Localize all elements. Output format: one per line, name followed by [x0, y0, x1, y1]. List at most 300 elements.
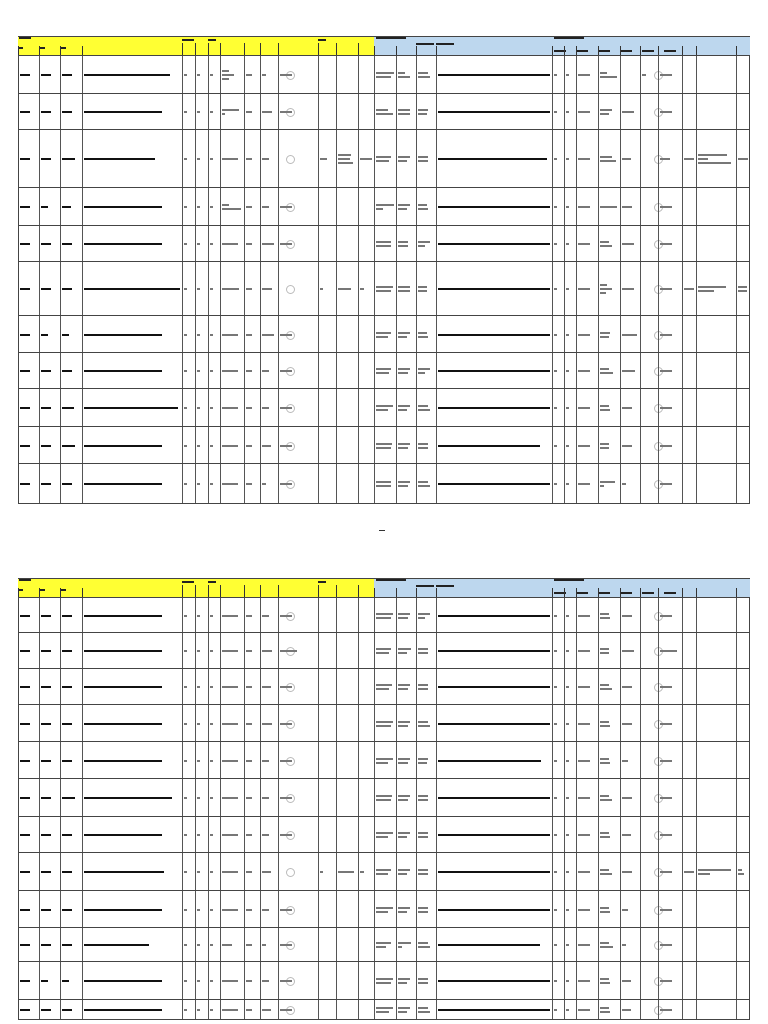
owner-text-line [600, 485, 604, 487]
cell-description-value [84, 445, 85, 446]
column-line [208, 669, 209, 705]
column-line [358, 669, 359, 705]
type-text-line [62, 243, 72, 245]
cell-type [62, 316, 81, 353]
status-text-line [578, 407, 590, 409]
cell-q2-value [566, 112, 567, 113]
column-line [576, 928, 577, 962]
criteria-text-line [376, 832, 393, 834]
cell-team [622, 262, 639, 316]
header-col-b [40, 589, 45, 591]
cell-j-value [338, 945, 339, 946]
description-text-line [84, 834, 162, 836]
cell-f-value [262, 651, 263, 652]
column-line [244, 389, 245, 427]
code-text-line [41, 615, 51, 617]
column-line [576, 464, 577, 504]
cell-b [197, 464, 207, 504]
column-line [220, 928, 221, 962]
cell-note [684, 94, 695, 130]
cell-d-value [222, 1010, 223, 1011]
column-line [682, 742, 683, 779]
cell-status-value [578, 289, 579, 290]
row-right-border [749, 262, 750, 316]
column-line [598, 928, 599, 962]
column-line [278, 891, 279, 928]
code-text-line [41, 871, 51, 873]
cell-b [197, 389, 207, 427]
criteria-text-line [376, 109, 388, 111]
column-line [598, 1000, 599, 1020]
column-line [358, 962, 359, 1000]
column-line [436, 226, 437, 262]
cell-c [210, 353, 219, 389]
cell-d [222, 633, 243, 669]
column-line [696, 353, 697, 389]
category-text-line [398, 405, 410, 407]
cell-a-value [184, 981, 185, 982]
status-text-line [578, 483, 590, 485]
column-line [82, 891, 83, 928]
cell-category [398, 464, 415, 504]
category-text-line [398, 688, 408, 690]
column-line [60, 316, 61, 353]
cell-status [578, 1000, 597, 1020]
cell-note-value [684, 872, 685, 873]
f-text-line [262, 288, 272, 290]
cell-j-value [338, 835, 339, 836]
cell-g [280, 130, 317, 188]
cell-k-value [360, 334, 361, 335]
cell-d [222, 669, 243, 705]
cell-f [262, 779, 277, 817]
cell-details-value [438, 445, 439, 446]
column-line [208, 464, 209, 504]
cell-details-value [438, 615, 439, 616]
cell-f [262, 669, 277, 705]
cell-details-value [438, 207, 439, 208]
criteria-text-line [376, 907, 393, 909]
method-text-line [418, 907, 428, 909]
g-text-line [280, 243, 292, 245]
column-line [564, 928, 565, 962]
cell-category [398, 669, 415, 705]
cell-status-value [578, 981, 579, 982]
cell-j-value [338, 981, 339, 982]
category-text-line [398, 286, 410, 288]
details-text-line [438, 650, 550, 652]
cell-extra1 [698, 1000, 735, 1020]
cell-k [360, 130, 373, 188]
method-text-line [418, 725, 430, 727]
column-line [658, 891, 659, 928]
cell-q2-value [566, 207, 567, 208]
cell-criteria-value [376, 334, 377, 335]
cell-description-value [84, 687, 85, 688]
column-line [318, 464, 319, 504]
f-text-line [262, 370, 269, 372]
column-line [82, 427, 83, 464]
cell-status-value [578, 945, 579, 946]
team-text-line [622, 243, 634, 245]
row-left-border [18, 464, 19, 504]
cell-d-value [222, 909, 223, 910]
cell-i-value [320, 615, 321, 616]
cell-criteria-value [376, 484, 377, 485]
cell-note [684, 1000, 695, 1020]
column-line [60, 705, 61, 742]
code-text-line [41, 407, 51, 409]
header-title [19, 37, 31, 39]
cell-c-value [210, 760, 211, 761]
cell-b [197, 891, 207, 928]
cell-code [41, 853, 59, 891]
column-line [374, 633, 375, 669]
cell-description-value [84, 371, 85, 372]
cell-type-value [62, 484, 63, 485]
cell-type [62, 353, 81, 389]
column-line [318, 353, 319, 389]
cell-criteria-value [376, 909, 377, 910]
cell-e-value [246, 651, 247, 652]
description-text-line [84, 980, 162, 982]
column-line [564, 779, 565, 817]
cell-k-value [360, 909, 361, 910]
cell-method-value [418, 651, 419, 652]
column-line [552, 464, 553, 504]
sheet-header [18, 36, 750, 56]
cell-rating-value [642, 75, 643, 76]
column-line [640, 188, 641, 226]
cell-g-value [280, 651, 281, 652]
column-line [552, 427, 553, 464]
cell-f-value [262, 75, 263, 76]
column-line [598, 705, 599, 742]
cell-criteria [376, 962, 395, 1000]
cell-team-value [622, 207, 623, 208]
cell-owner [600, 853, 619, 891]
column-line [208, 226, 209, 262]
cell-g [280, 705, 317, 742]
column-line [640, 226, 641, 262]
id-text-line [20, 288, 30, 290]
column-line [552, 633, 553, 669]
column-line [244, 705, 245, 742]
column-line [564, 56, 565, 94]
cell-owner-value [600, 945, 601, 946]
column-line [374, 891, 375, 928]
cell-owner-value [600, 651, 601, 652]
cell-type [62, 56, 81, 94]
row-left-border [18, 427, 19, 464]
column-line [374, 130, 375, 188]
cell-description-value [84, 207, 85, 208]
cell-q2-value [566, 909, 567, 910]
column-line [318, 316, 319, 353]
cell-a-value [184, 75, 185, 76]
id-text-line [20, 797, 30, 799]
column-line [278, 56, 279, 94]
cell-q1 [554, 262, 563, 316]
cell-code-value [41, 207, 42, 208]
cell-state-value [660, 408, 661, 409]
column-line [736, 779, 737, 817]
cell-id-value [20, 981, 21, 982]
cell-q1-value [554, 760, 555, 761]
cell-i-value [320, 687, 321, 688]
cell-criteria [376, 188, 395, 226]
row-right-border [749, 853, 750, 891]
cell-k-value [360, 760, 361, 761]
cell-i-value [320, 1010, 321, 1011]
header-right-col-label [642, 592, 654, 594]
state-text-line [660, 1009, 672, 1011]
details-text-line [438, 74, 550, 76]
cell-d-value [222, 872, 223, 873]
g-text-line [280, 74, 292, 76]
code-text-line [41, 288, 51, 290]
cell-i [320, 353, 335, 389]
column-line [374, 1000, 375, 1020]
status-text-line [578, 288, 590, 290]
cell-owner-value [600, 445, 601, 446]
column-line [195, 742, 196, 779]
table-row [18, 188, 750, 226]
cell-extra2 [738, 633, 749, 669]
team-text-line [622, 650, 634, 652]
cell-f-value [262, 408, 263, 409]
cell-q2-value [566, 75, 567, 76]
column-line [396, 817, 397, 853]
column-line [336, 669, 337, 705]
g-text-line [280, 111, 292, 113]
cell-g [280, 669, 317, 705]
f-text-line [262, 909, 269, 911]
table-row [18, 928, 750, 962]
cell-category [398, 262, 415, 316]
category-text-line [398, 76, 410, 78]
cell-owner [600, 464, 619, 504]
cell-i [320, 962, 335, 1000]
cell-extra2 [738, 464, 749, 504]
column-line [208, 262, 209, 316]
cell-d [222, 389, 243, 427]
column-line [736, 598, 737, 633]
column-line [318, 817, 319, 853]
status-text-line [578, 1009, 590, 1011]
header-col-a [19, 47, 23, 49]
cell-b [197, 669, 207, 705]
cell-q1 [554, 742, 563, 779]
cell-a-value [184, 687, 185, 688]
criteria-text-line [376, 245, 391, 247]
column-line [658, 188, 659, 226]
cell-c-value [210, 872, 211, 873]
type-text-line [62, 834, 72, 836]
cell-id-value [20, 651, 21, 652]
cell-rating-value [642, 371, 643, 372]
cell-category-value [398, 408, 399, 409]
column-line [564, 853, 565, 891]
cell-d [222, 130, 243, 188]
column-line [278, 130, 279, 188]
row-right-border [749, 669, 750, 705]
cell-i-value [320, 207, 321, 208]
cell-a [184, 853, 194, 891]
cell-g-value [280, 760, 281, 761]
row-right-border [749, 427, 750, 464]
column-line [182, 130, 183, 188]
cell-category-value [398, 75, 399, 76]
cell-j-value [338, 408, 339, 409]
cell-id [20, 226, 38, 262]
column-line [396, 891, 397, 928]
cell-k [360, 669, 373, 705]
state-text-line [660, 615, 672, 617]
cell-f-value [262, 798, 263, 799]
column-line [658, 817, 659, 853]
cell-code [41, 188, 59, 226]
method-text-line [418, 684, 428, 686]
cell-a [184, 316, 194, 353]
id-text-line [20, 1009, 30, 1011]
cell-k [360, 389, 373, 427]
cell-details [438, 353, 551, 389]
cell-team-value [622, 760, 623, 761]
column-line [60, 226, 61, 262]
owner-text-line [600, 942, 609, 944]
column-line [374, 742, 375, 779]
cell-e [246, 779, 259, 817]
details-text-line [438, 871, 550, 873]
cell-method-value [418, 334, 419, 335]
column-line [358, 742, 359, 779]
cell-extra2 [738, 928, 749, 962]
cell-e [246, 633, 259, 669]
column-line [436, 316, 437, 353]
column-line [682, 262, 683, 316]
column-line [39, 598, 40, 633]
cell-extra1-value [698, 112, 699, 113]
column-line [336, 464, 337, 504]
cell-d [222, 928, 243, 962]
cell-owner-value [600, 244, 601, 245]
cell-c [210, 188, 219, 226]
cell-criteria-value [376, 872, 377, 873]
d-text-line [222, 797, 238, 799]
cell-e-value [246, 207, 247, 208]
cell-description-value [84, 945, 85, 946]
cell-type-value [62, 909, 63, 910]
cell-rating-value [642, 723, 643, 724]
cell-state [660, 1000, 681, 1020]
cell-extra2 [738, 56, 749, 94]
type-text-line [62, 686, 72, 688]
cell-q1 [554, 928, 563, 962]
column-line [552, 742, 553, 779]
j-text-line [338, 162, 353, 164]
cell-g-value [280, 484, 281, 485]
cell-k [360, 705, 373, 742]
cell-e-value [246, 289, 247, 290]
cell-owner [600, 742, 619, 779]
row-bottom-border [18, 1019, 750, 1020]
cell-id-value [20, 872, 21, 873]
method-text-line [418, 405, 428, 407]
owner-text-line [600, 481, 615, 483]
cell-b-value [197, 334, 198, 335]
column-line [598, 853, 599, 891]
cell-state [660, 962, 681, 1000]
column-line [736, 353, 737, 389]
column-line [278, 316, 279, 353]
cell-criteria [376, 427, 395, 464]
cell-i [320, 464, 335, 504]
cell-rating-value [642, 289, 643, 290]
row-right-border [749, 817, 750, 853]
cell-status-value [578, 651, 579, 652]
description-text-line [84, 944, 149, 946]
cell-id-value [20, 289, 21, 290]
cell-k [360, 633, 373, 669]
cell-a [184, 427, 194, 464]
cell-note-value [684, 112, 685, 113]
cell-b [197, 1000, 207, 1020]
column-line [564, 705, 565, 742]
cell-g-value [280, 723, 281, 724]
cell-d-value [222, 289, 223, 290]
cell-extra2-value [738, 687, 739, 688]
cell-type-value [62, 687, 63, 688]
cell-d [222, 598, 243, 633]
column-line [260, 817, 261, 853]
column-line [60, 817, 61, 853]
cell-q2 [566, 891, 575, 928]
cell-f-value [262, 909, 263, 910]
state-text-line [660, 206, 672, 208]
cell-e-value [246, 723, 247, 724]
status-text-line [578, 243, 590, 245]
cell-c [210, 262, 219, 316]
table-row [18, 56, 750, 94]
cell-category-value [398, 371, 399, 372]
column-line [576, 389, 577, 427]
column-line [358, 188, 359, 226]
column-line [396, 316, 397, 353]
column-line [576, 226, 577, 262]
cell-note-value [684, 334, 685, 335]
column-line [416, 353, 417, 389]
cell-d [222, 853, 243, 891]
cell-method-value [418, 112, 419, 113]
column-line [358, 598, 359, 633]
cell-i-value [320, 408, 321, 409]
category-text-line [398, 721, 410, 723]
cell-e-value [246, 798, 247, 799]
cell-f-value [262, 445, 263, 446]
cell-method-value [418, 207, 419, 208]
status-text-line [578, 370, 590, 372]
header-right-col-label [598, 50, 610, 52]
cell-extra1-value [698, 484, 699, 485]
cell-team-value [622, 798, 623, 799]
cell-team [622, 56, 639, 94]
cell-c-value [210, 945, 211, 946]
column-line [278, 962, 279, 1000]
cell-rating-value [642, 760, 643, 761]
cell-details [438, 669, 551, 705]
d-text-line [222, 871, 238, 873]
